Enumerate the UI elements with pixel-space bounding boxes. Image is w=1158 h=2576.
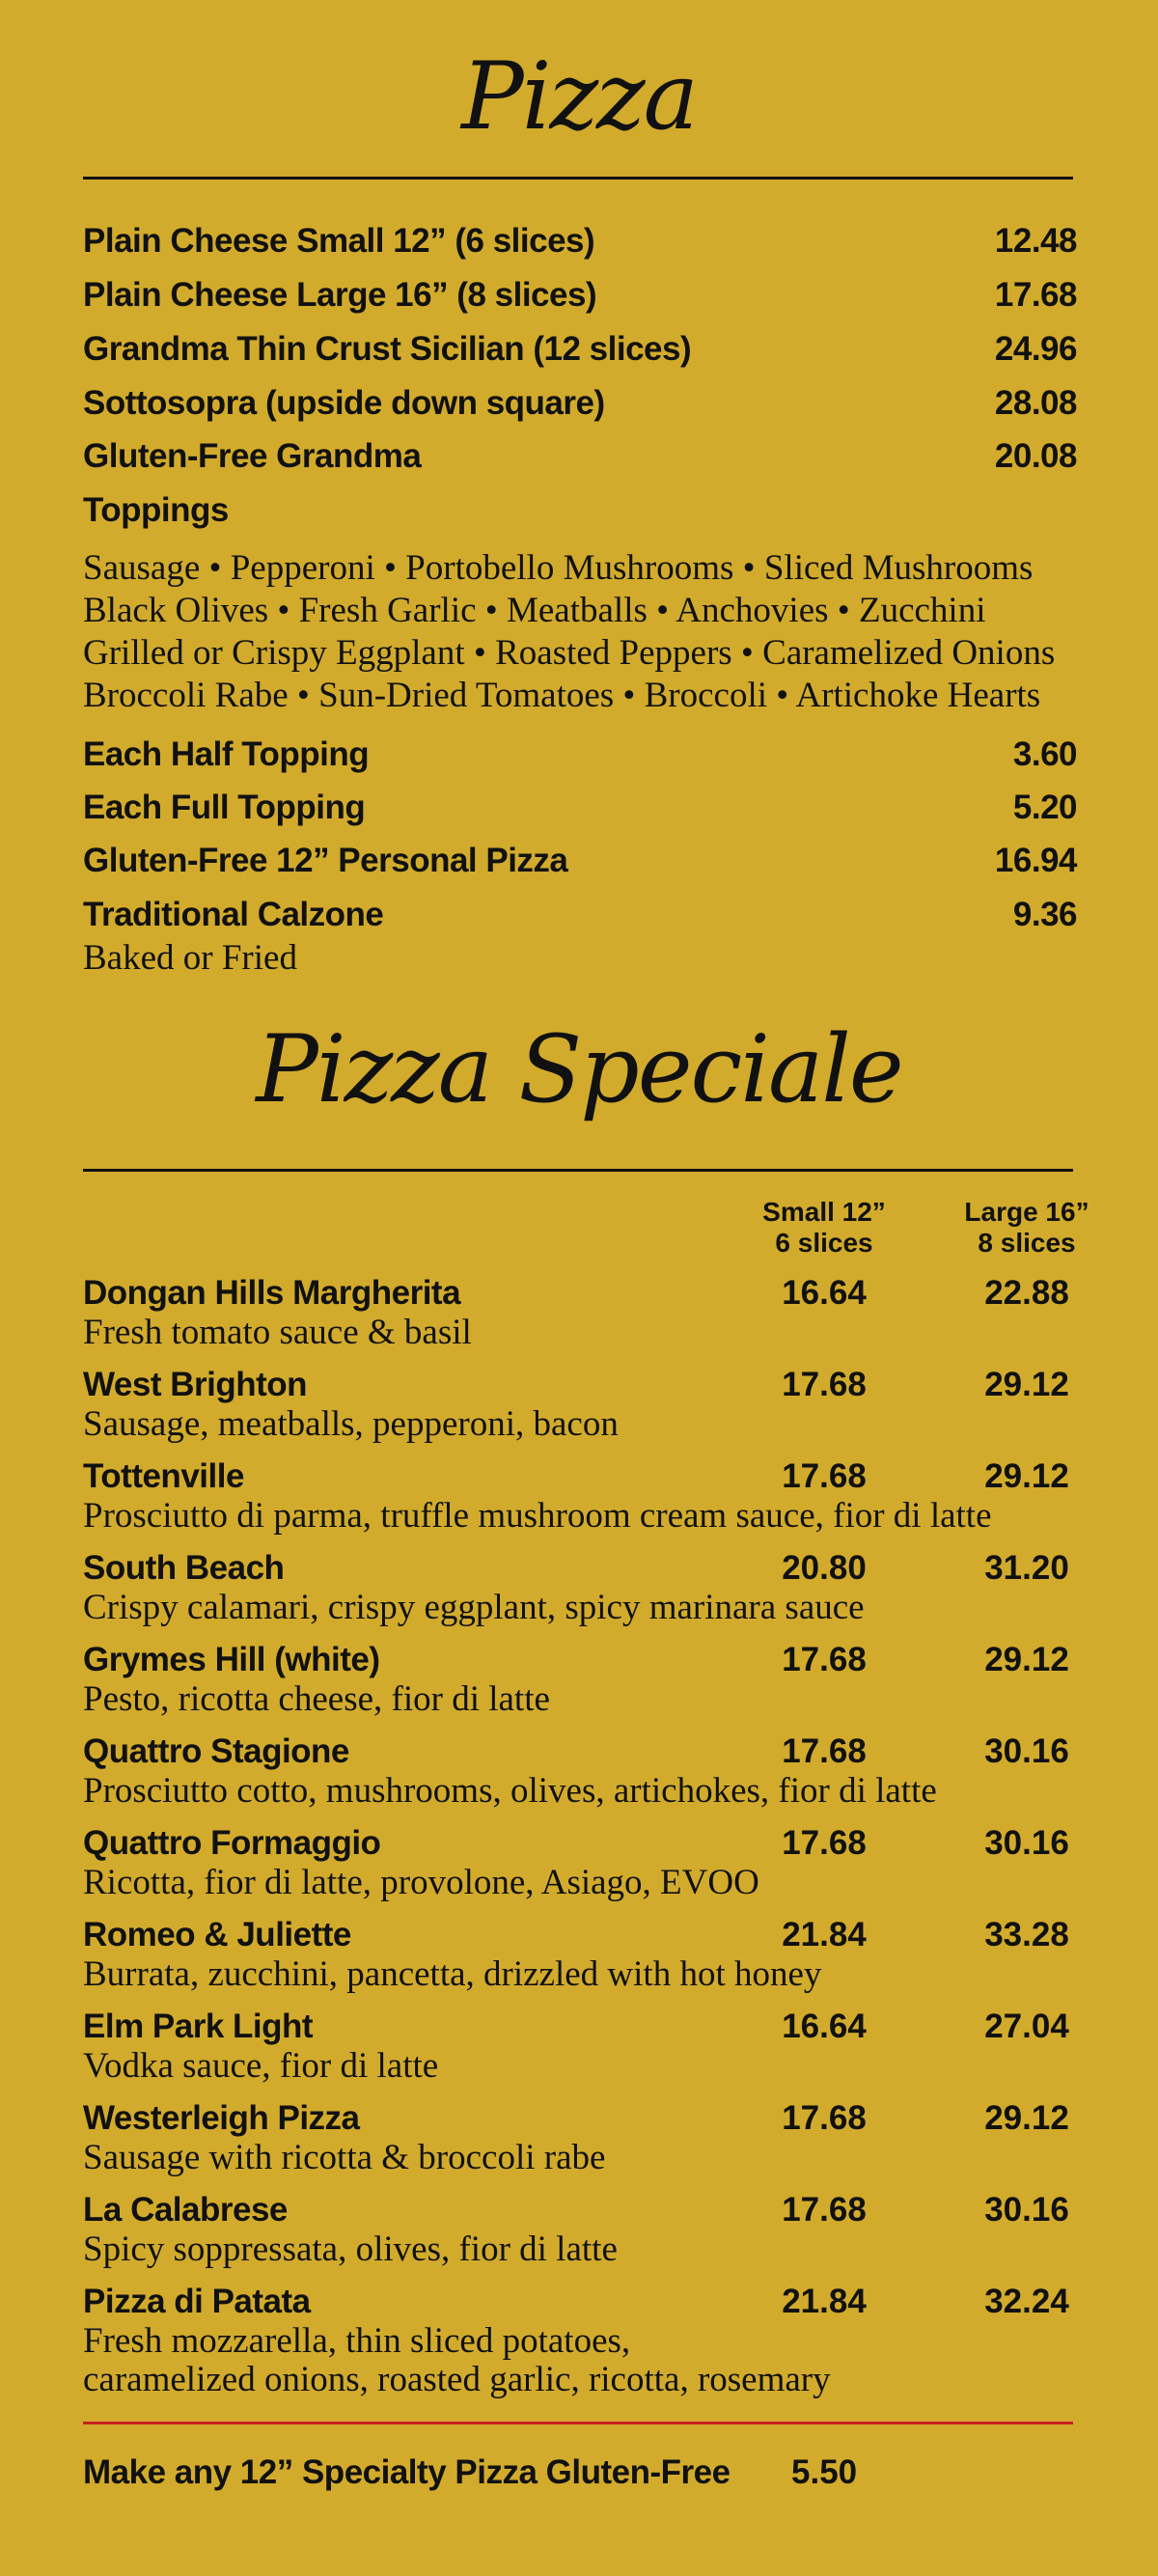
pizza-title-divider bbox=[83, 177, 1073, 180]
price-small: 17.68 bbox=[782, 1366, 867, 1403]
item-price: 3.60 bbox=[1012, 735, 1077, 773]
item-name: Grandma Thin Crust Sicilian (12 slices) bbox=[83, 330, 692, 368]
pizza-title: Pizza bbox=[461, 42, 697, 151]
column-header-line: Large 16” bbox=[964, 1197, 1089, 1227]
column-header-large bbox=[950, 1197, 1104, 1259]
item-description: caramelized onions, roasted garlic, ricotta, rosemary bbox=[83, 2360, 831, 2399]
price-large: 30.16 bbox=[984, 2191, 1069, 2229]
item-name: Plain Cheese Small 12” (6 slices) bbox=[83, 222, 595, 260]
price-large: 29.12 bbox=[984, 2099, 1069, 2137]
menu-item bbox=[83, 734, 1077, 776]
toppings-line: Grilled or Crispy Eggplant • Roasted Peppers • Caramelized Onions bbox=[83, 633, 1056, 673]
price-large: 32.24 bbox=[984, 2283, 1069, 2320]
gluten-free-price: 5.50 bbox=[791, 2453, 858, 2491]
menu-item bbox=[83, 220, 1077, 263]
item-price: 28.08 bbox=[994, 384, 1077, 422]
price-large: 29.12 bbox=[984, 1641, 1069, 1678]
item-description: Burrata, zucchini, pancetta, drizzled with hot honey bbox=[83, 1954, 822, 1994]
item-name: Tottenville bbox=[83, 1457, 244, 1495]
menu-item bbox=[83, 787, 1077, 829]
item-name: La Calabrese bbox=[83, 2191, 288, 2229]
item-description: Sausage, meatballs, pepperoni, bacon bbox=[83, 1404, 619, 1444]
item-name: South Beach bbox=[83, 1549, 285, 1587]
item-name: Quattro Formaggio bbox=[83, 1824, 381, 1862]
item-name: West Brighton bbox=[83, 1366, 308, 1403]
price-small: 21.84 bbox=[782, 2283, 867, 2320]
menu-item bbox=[83, 328, 1077, 371]
menu-item bbox=[83, 274, 1077, 317]
column-header-line: 6 slices bbox=[775, 1228, 873, 1258]
toppings-line: Black Olives • Fresh Garlic • Meatballs • Anchovies • Zucchini bbox=[83, 591, 986, 630]
item-name: Gluten-Free Grandma bbox=[83, 437, 422, 475]
item-description: Crispy calamari, crispy eggplant, spicy marinara sauce bbox=[83, 1588, 865, 1627]
price-small: 17.68 bbox=[782, 1457, 867, 1495]
menu-item bbox=[83, 435, 1077, 478]
item-description: Prosciutto cotto, mushrooms, olives, artichokes, fior di latte bbox=[83, 1771, 937, 1811]
item-description: Fresh tomato sauce & basil bbox=[83, 1313, 472, 1352]
price-small: 17.68 bbox=[782, 2191, 867, 2229]
gluten-free-divider bbox=[83, 2422, 1073, 2424]
item-description: Fresh mozzarella, thin sliced potatoes, bbox=[83, 2321, 631, 2361]
toppings-heading: Toppings bbox=[83, 491, 229, 529]
speciale-title: Pizza Speciale bbox=[256, 1015, 902, 1123]
price-small: 21.84 bbox=[782, 1916, 867, 1953]
price-small: 16.64 bbox=[782, 2008, 867, 2045]
price-small: 20.80 bbox=[782, 1549, 867, 1587]
toppings-line: Broccoli Rabe • Sun-Dried Tomatoes • Broccoli • Artichoke Hearts bbox=[83, 676, 1041, 715]
price-small: 17.68 bbox=[782, 1732, 867, 1770]
item-price: 5.20 bbox=[1012, 789, 1077, 826]
item-price: 16.94 bbox=[994, 842, 1077, 879]
price-large: 31.20 bbox=[984, 1549, 1069, 1587]
item-name: Each Half Topping bbox=[83, 735, 370, 773]
item-price: 9.36 bbox=[1012, 896, 1077, 933]
item-description: Prosciutto di parma, truffle mushroom cream sauce, fior di latte bbox=[83, 1496, 992, 1536]
price-small: 17.68 bbox=[782, 1824, 867, 1862]
item-name: Each Full Topping bbox=[83, 789, 366, 826]
item-name: Sottosopra (upside down square) bbox=[83, 384, 605, 422]
gluten-free-label: Make any 12” Specialty Pizza Gluten-Free bbox=[83, 2453, 731, 2491]
menu-item bbox=[83, 840, 1077, 882]
price-small: 16.64 bbox=[782, 1274, 867, 1312]
item-name: Romeo & Juliette bbox=[83, 1916, 351, 1953]
item-price: 20.08 bbox=[994, 437, 1077, 475]
item-price: 24.96 bbox=[994, 330, 1077, 368]
price-small: 17.68 bbox=[782, 2099, 867, 2137]
price-large: 29.12 bbox=[984, 1457, 1069, 1495]
item-description: Baked or Fried bbox=[83, 938, 297, 978]
item-name: Quattro Stagione bbox=[83, 1732, 349, 1770]
menu-item bbox=[83, 382, 1077, 425]
price-large: 27.04 bbox=[984, 2008, 1069, 2045]
item-name: Pizza di Patata bbox=[83, 2283, 311, 2320]
menu-item bbox=[83, 894, 1077, 936]
item-description: Spicy soppressata, olives, fior di latte bbox=[83, 2230, 618, 2269]
price-large: 33.28 bbox=[984, 1916, 1069, 1953]
item-name: Grymes Hill (white) bbox=[83, 1641, 380, 1678]
item-description: Ricotta, fior di latte, provolone, Asiago, EVOO bbox=[83, 1863, 759, 1902]
price-large: 30.16 bbox=[984, 1732, 1069, 1770]
column-header-line: Small 12” bbox=[762, 1197, 886, 1227]
item-name: Westerleigh Pizza bbox=[83, 2099, 360, 2137]
item-name: Plain Cheese Large 16” (8 slices) bbox=[83, 276, 597, 314]
price-large: 29.12 bbox=[984, 1366, 1069, 1403]
toppings-line: Sausage • Pepperoni • Portobello Mushrooms • Sliced Mushrooms bbox=[83, 548, 1034, 588]
item-name: Elm Park Light bbox=[83, 2008, 314, 2045]
price-large: 30.16 bbox=[984, 1824, 1069, 1862]
speciale-title-divider bbox=[83, 1169, 1073, 1172]
item-price: 12.48 bbox=[994, 222, 1077, 260]
column-header-small bbox=[747, 1197, 901, 1259]
item-price: 17.68 bbox=[994, 276, 1077, 314]
item-description: Vodka sauce, fior di latte bbox=[83, 2046, 439, 2086]
price-small: 17.68 bbox=[782, 1641, 867, 1678]
toppings-list bbox=[83, 547, 1154, 717]
item-name: Gluten-Free 12” Personal Pizza bbox=[83, 842, 568, 879]
item-description: Pesto, ricotta cheese, fior di latte bbox=[83, 1679, 550, 1719]
column-header-line: 8 slices bbox=[978, 1228, 1076, 1258]
price-large: 22.88 bbox=[984, 1274, 1069, 1312]
item-name: Traditional Calzone bbox=[83, 896, 384, 933]
item-name: Dongan Hills Margherita bbox=[83, 1274, 461, 1312]
item-description: Sausage with ricotta & broccoli rabe bbox=[83, 2138, 606, 2177]
